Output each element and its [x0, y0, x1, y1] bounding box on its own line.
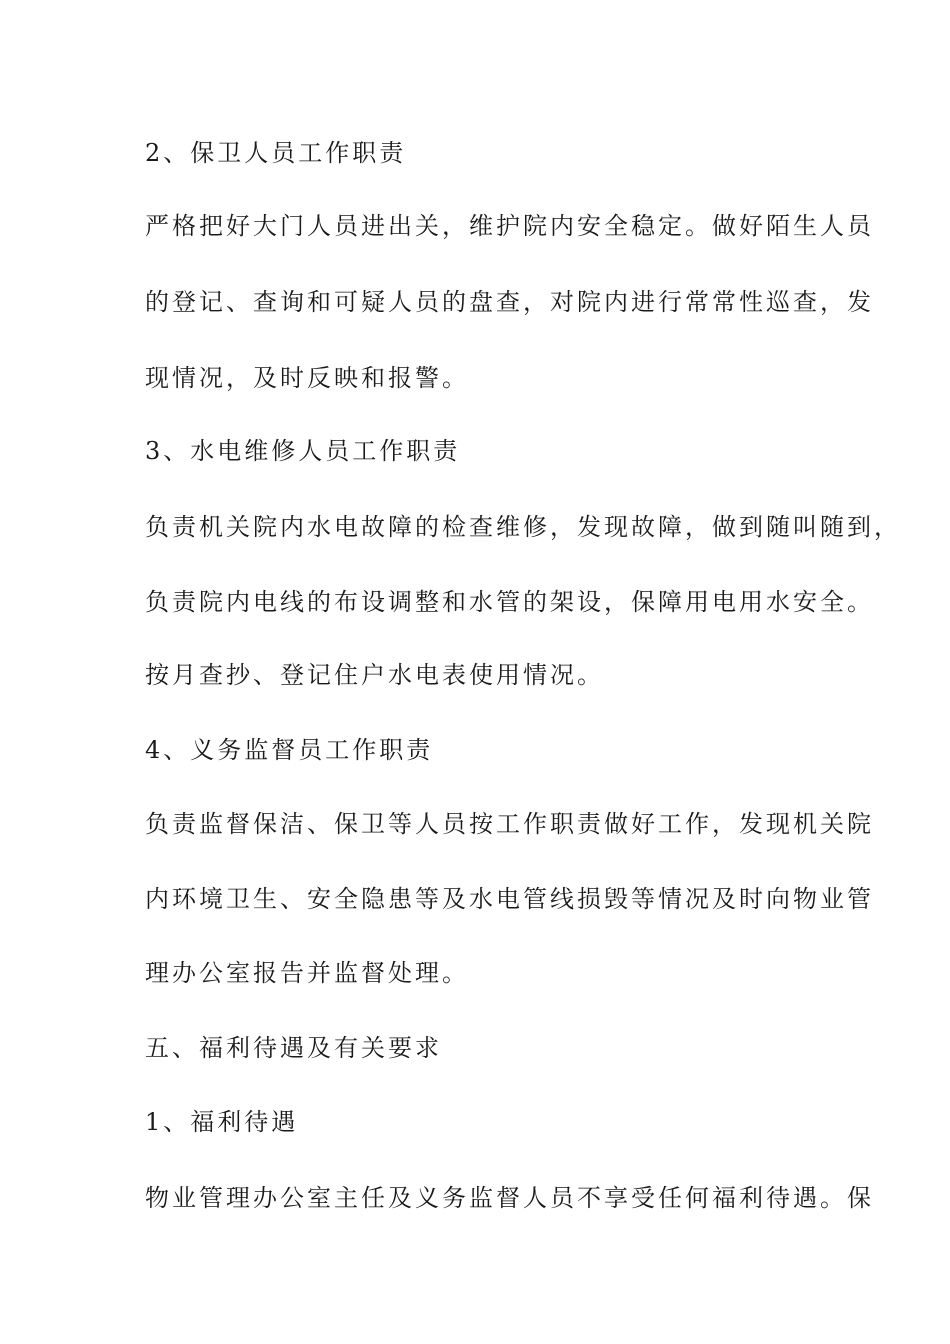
paragraph-line: 的登记、查询和可疑人员的盘查，对院内进行常常性巡查，发	[145, 288, 874, 316]
paragraph-line: 按月查抄、登记住户水电表使用情况。	[145, 661, 604, 689]
paragraph-line: 物业管理办公室主任及义务监督人员不享受任何福利待遇。保	[145, 1184, 874, 1212]
section-heading-welfare-benefits: 1、福利待遇	[145, 1108, 299, 1136]
section-heading-maintenance-duties: 3、水电维修人员工作职责	[145, 437, 461, 465]
paragraph-line: 严格把好大门人员进出关，维护院内安全稳定。做好陌生人员	[145, 212, 874, 240]
paragraph-line: 负责监督保洁、保卫等人员按工作职责做好工作，发现机关院	[145, 810, 874, 838]
section-heading-security-duties: 2、保卫人员工作职责	[145, 139, 407, 167]
paragraph-line: 负责机关院内水电故障的检查维修，发现故障，做到随叫随到，	[145, 513, 901, 541]
paragraph-line: 理办公室报告并监督处理。	[145, 959, 469, 987]
chapter-heading-welfare: 五、福利待遇及有关要求	[145, 1034, 442, 1062]
paragraph-line: 负责院内电线的布设调整和水管的架设，保障用电用水安全。	[145, 588, 874, 616]
section-heading-supervisor-duties: 4、义务监督员工作职责	[145, 736, 434, 764]
paragraph-line: 现情况，及时反映和报警。	[145, 364, 469, 392]
paragraph-line: 内环境卫生、安全隐患等及水电管线损毁等情况及时向物业管	[145, 885, 874, 913]
